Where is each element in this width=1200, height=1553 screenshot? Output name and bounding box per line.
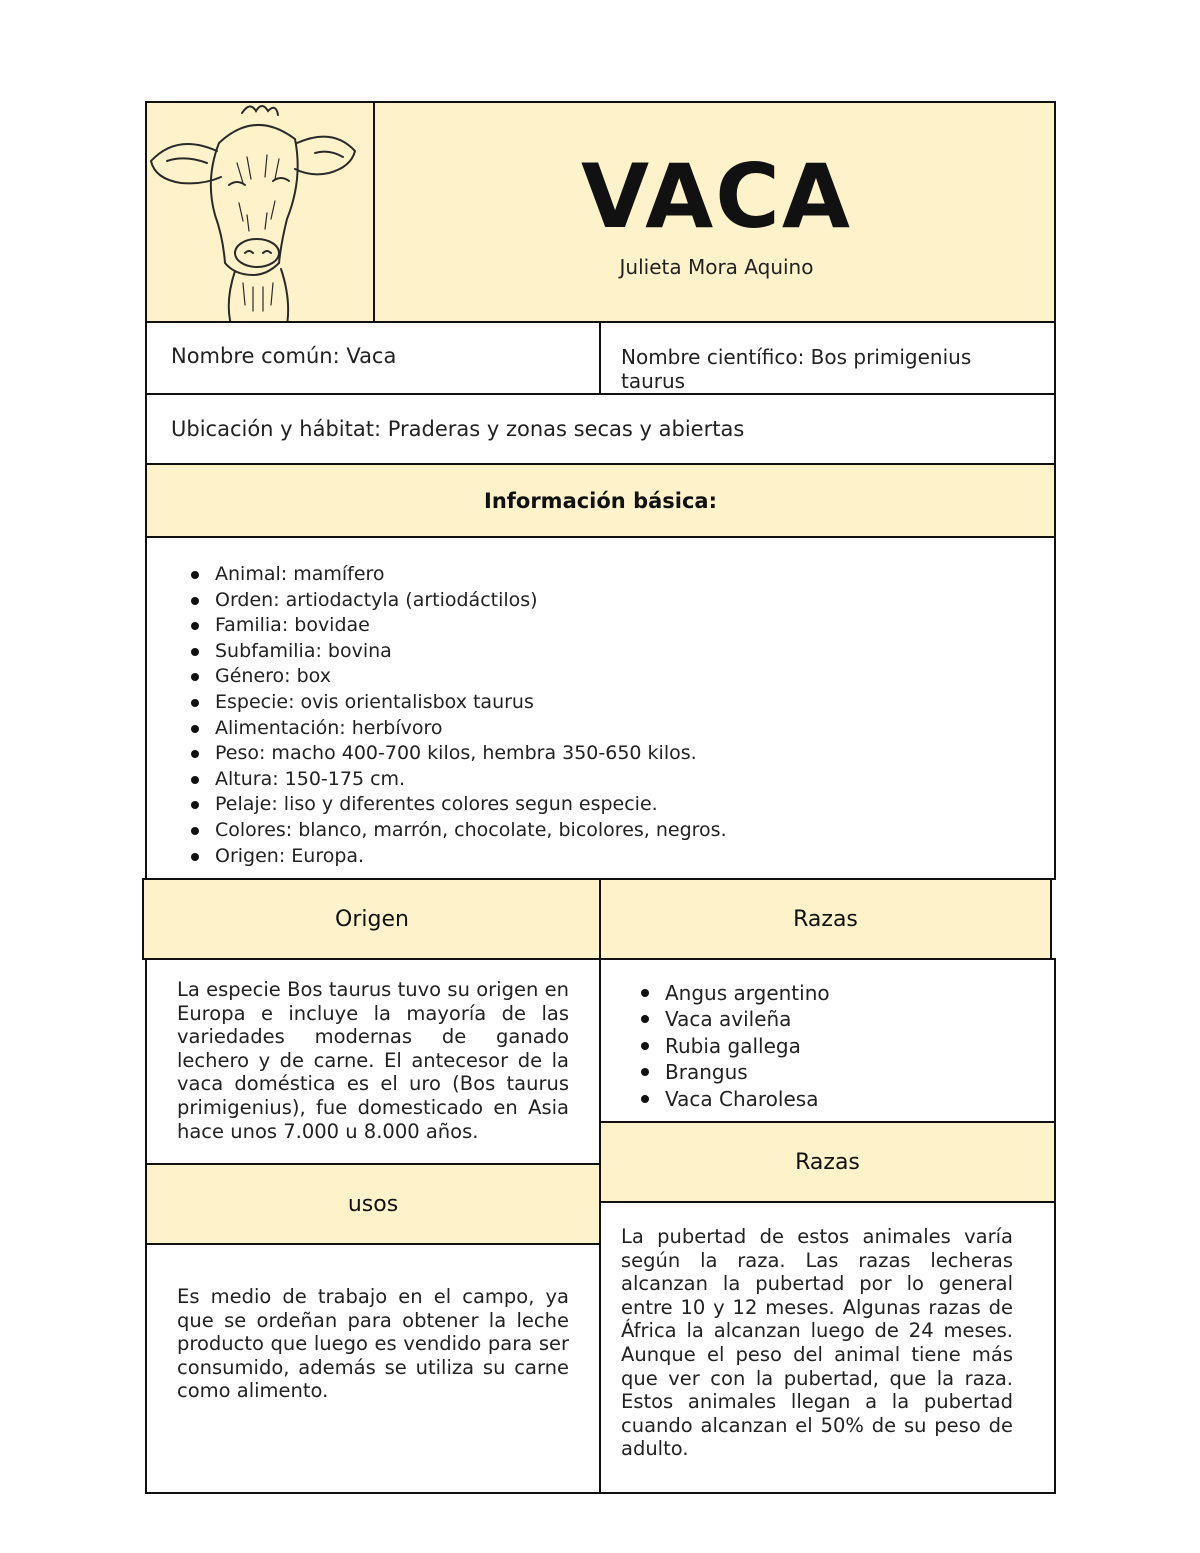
list-item: Angus argentino [637,980,830,1006]
list-item: Brangus [637,1059,830,1085]
list-item: Origen: Europa. [187,844,727,870]
origen-heading: Origen [335,906,409,932]
basic-info-cell [145,536,1056,880]
list-item: Especie: ovis orientalisbox taurus [187,690,727,716]
habitat-cell [145,393,1056,465]
list-item: Familia: bovidae [187,613,727,639]
list-item: Peso: macho 400-700 kilos, hembra 350-650 kilos. [187,741,727,767]
razas2-heading-cell [599,1121,1056,1203]
razas-list [637,980,830,1112]
basic-info-heading: Información básica: [484,488,717,513]
common-name-cell [145,321,601,395]
page-title: VACA [581,145,852,248]
usos-text-cell [145,1243,601,1494]
list-item: Colores: blanco, marrón, chocolate, bicolores, negros. [187,818,727,844]
cow-head-illustration [147,103,375,323]
razas2-text: La pubertad de estos animales varía según la raza. Las razas lecheras alcanzan la pubertad por lo general entre 10 y 12 meses. Algunas razas de África la alcanzan luego de 24 meses. Aunque el peso del animal tiene más que ver con la pubertad, que la raza. Estos animales llegan a la pubertad cuando alcanzan el 50% de su peso de adulto. [621,1225,1013,1461]
origen-text-cell [145,958,601,1165]
list-item: Alimentación: herbívoro [187,716,727,742]
scientific-name-cell [599,321,1056,395]
habitat: Ubicación y hábitat: Praderas y zonas secas y abiertas [171,417,745,441]
razas-heading: Razas [793,906,858,932]
usos-heading: usos [347,1191,399,1217]
list-item: Género: box [187,664,727,690]
list-item: Subfamilia: bovina [187,639,727,665]
list-item: Vaca avileña [637,1006,830,1032]
author-name: Julieta Mora Aquino [619,255,814,279]
list-item: Rubia gallega [637,1033,830,1059]
razas-heading-cell [599,878,1052,960]
list-item: Vaca Charolesa [637,1086,830,1112]
razas-list-cell [599,958,1056,1123]
list-item: Pelaje: liso y diferentes colores segun especie. [187,792,727,818]
usos-text: Es medio de trabajo en el campo, ya que se ordeñan para obtener la leche producto que luego es vendido para ser consumido, además se utiliza su carne como alimento. [177,1285,569,1403]
razas2-heading: Razas [795,1149,860,1175]
title-cell [373,101,1056,323]
origen-text: La especie Bos taurus tuvo su origen en Europa e incluye la mayoría de las variedades modernas de ganado lechero y de carne. El antecesor de la vaca doméstica es el uro (Bos taurus primigenius), fue domesticado en Asia hace unos 7.000 u 8.000 años. [177,978,569,1143]
illustration-cell [145,101,375,323]
origen-heading-cell [142,878,602,960]
list-item: Orden: artiodactyla (artiodáctilos) [187,588,727,614]
razas2-text-cell [599,1201,1056,1494]
basic-info-heading-cell [145,463,1056,538]
scientific-name: Nombre científico: Bos primigenius taurus [621,345,972,393]
basic-info-list [187,562,727,869]
list-item: Altura: 150-175 cm. [187,767,727,793]
usos-heading-cell [145,1163,601,1245]
list-item: Animal: mamífero [187,562,727,588]
common-name: Nombre común: Vaca [171,344,397,368]
